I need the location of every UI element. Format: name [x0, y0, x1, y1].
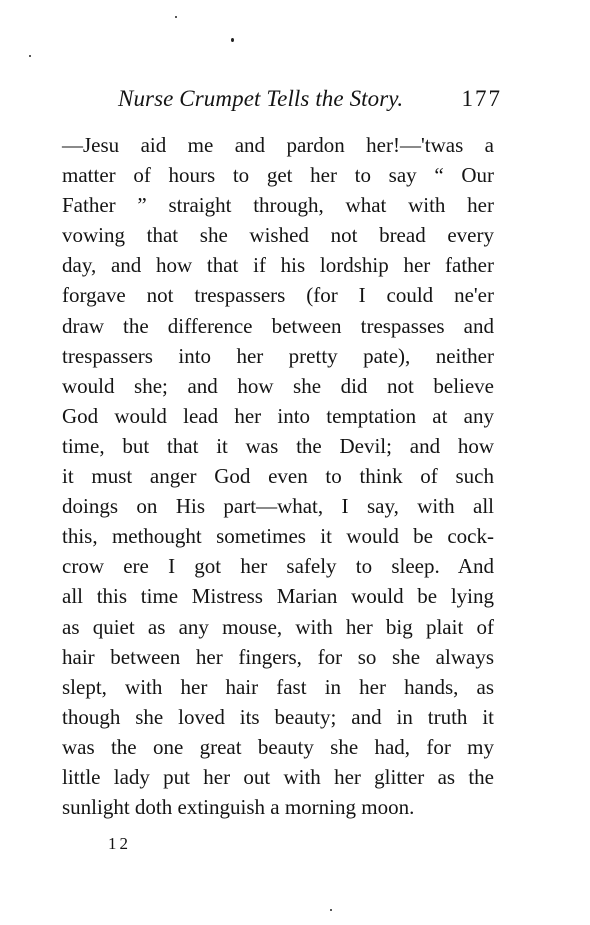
text-line: forgave not trespassers (for I could ne'er [62, 283, 494, 308]
text-line: God would lead her into temptation at any [62, 403, 494, 428]
text-line: as quiet as any mouse, with her big plait of [62, 614, 494, 639]
text-line: sunlight doth extinguish a morning moon. [62, 795, 415, 820]
running-title: Nurse Crumpet Tells the Story. [118, 86, 404, 111]
ink-speck [29, 55, 31, 57]
text-line: though she loved its beauty; and in truth it [62, 704, 494, 729]
text-line: it must anger God even to think of such [62, 464, 494, 489]
text-line: little lady put her out with her glitter as the [62, 764, 494, 789]
text-line: matter of hours to get her to say “ Our [62, 163, 494, 188]
text-line: —Jesu aid me and pardon her!—'twas a [62, 133, 494, 157]
text-line: time, but that it was the Devil; and how [62, 433, 494, 458]
text-line: all this time Mistress Marian would be lying [62, 584, 494, 609]
ink-speck [175, 16, 177, 18]
text-line: Father ” straight through, what with her [62, 193, 494, 218]
text-line: would she; and how she did not believe [62, 373, 494, 398]
text-line: draw the difference between trespasses and [62, 313, 494, 338]
ink-speck [330, 909, 332, 911]
text-line: slept, with her hair fast in her hands, as [62, 674, 494, 699]
text-line: hair between her fingers, for so she always [62, 644, 494, 669]
text-line: day, and how that if his lordship her father [62, 253, 494, 278]
signature-mark: 12 [108, 834, 131, 853]
ink-speck [231, 38, 234, 42]
text-line: doings on His part—what, I say, with all [62, 494, 494, 519]
text-line: this, methought sometimes it would be cock- [62, 524, 494, 549]
text-line: was the one great beauty she had, for my [62, 734, 494, 759]
text-line: trespassers into her pretty pate), neither [62, 343, 494, 368]
text-line: crow ere I got her safely to sleep. And [62, 554, 494, 579]
page-number: 177 [461, 86, 502, 111]
running-header [118, 84, 502, 114]
text-line: vowing that she wished not bread every [62, 223, 494, 248]
body-text [62, 130, 494, 822]
